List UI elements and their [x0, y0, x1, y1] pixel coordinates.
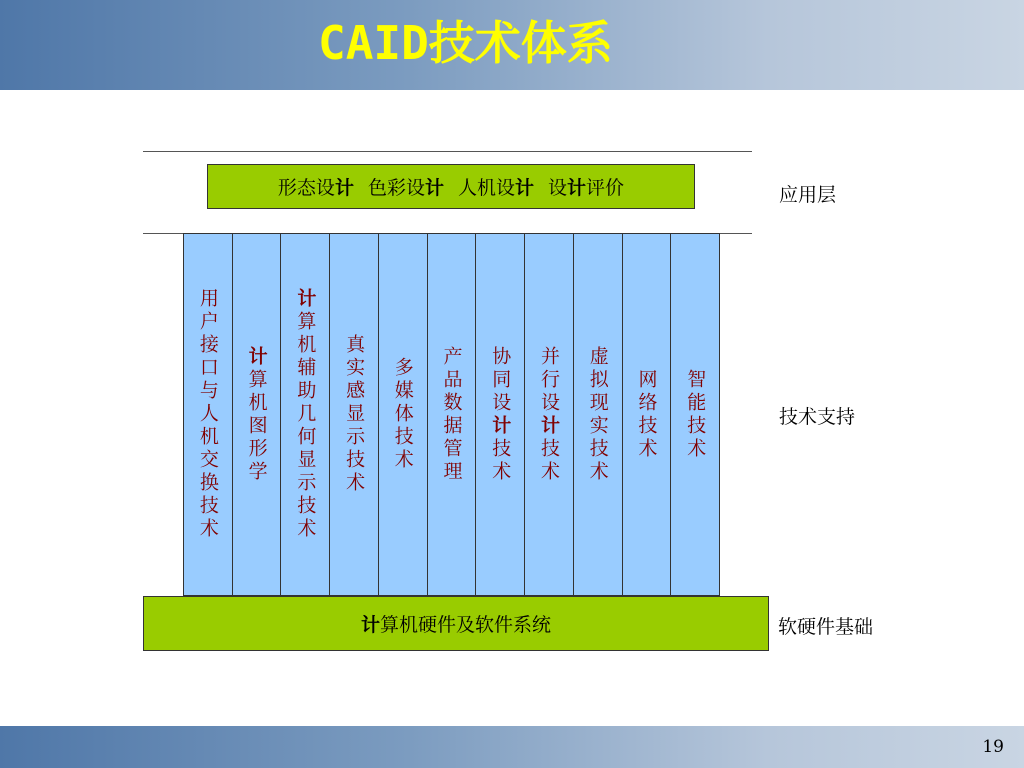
technology-column	[183, 233, 233, 596]
text-segment: 技术	[489, 437, 512, 484]
text-segment: 协同设	[489, 345, 512, 415]
text-segment: 产品数据管理	[440, 345, 463, 484]
text-segment: 网络技术	[635, 368, 658, 461]
technology-column	[622, 233, 672, 596]
technology-support-label: 技术支持	[779, 406, 856, 428]
application-item	[548, 173, 624, 200]
text-segment: 评价	[586, 177, 625, 199]
bold-text-segment: 计	[424, 177, 444, 199]
text-segment: 形态设	[277, 177, 335, 199]
bold-text-segment: 计	[334, 177, 354, 199]
technology-column	[670, 233, 720, 596]
page-number: 19	[982, 737, 1004, 757]
text-segment: 智能技术	[684, 368, 707, 461]
technology-column	[280, 233, 330, 596]
bold-text-segment: 计	[245, 345, 268, 369]
technology-column-label	[538, 346, 560, 484]
application-layer-box	[207, 164, 695, 209]
application-layer-label: 应用层	[779, 184, 837, 206]
technology-column-label	[392, 357, 414, 472]
technology-column	[232, 233, 282, 596]
foundation-box-label	[361, 610, 551, 637]
technology-column-label	[489, 346, 511, 484]
text-segment: 算机硬件及软件系统	[380, 614, 552, 636]
bold-text-segment: 计	[294, 288, 317, 311]
top-divider-line	[143, 151, 752, 152]
technology-column-label	[294, 288, 316, 541]
bold-text-segment: 计	[515, 177, 535, 199]
application-item	[458, 173, 534, 200]
technology-column-label	[246, 346, 268, 484]
text-segment: 并行设	[538, 345, 560, 415]
text-segment: 人机设	[457, 177, 515, 199]
foundation-layer-box	[143, 596, 769, 651]
technology-column	[475, 233, 525, 596]
technology-column-label	[197, 288, 219, 541]
bold-text-segment: 计	[567, 177, 587, 199]
text-segment: 用户接口与人机交换技术	[196, 288, 219, 541]
technology-column-label	[587, 346, 609, 484]
text-segment: 设	[548, 177, 568, 199]
bold-text-segment: 计	[538, 414, 560, 438]
technology-column-label	[343, 334, 365, 495]
text-segment: 虚拟现实技术	[586, 345, 609, 484]
technology-column-label	[441, 346, 463, 484]
bold-text-segment: 计	[360, 614, 380, 636]
footer-band	[0, 726, 1024, 768]
text-segment: 多媒体技术	[391, 357, 414, 472]
text-segment: 算机图形学	[245, 368, 268, 484]
text-segment: 算机辅助几何显示技术	[294, 311, 317, 541]
slide-title: CAID技术体系	[318, 16, 613, 70]
technology-column	[329, 233, 379, 596]
bold-text-segment: 计	[489, 414, 512, 438]
technology-column-label	[635, 369, 657, 461]
text-segment: 真实感显示技术	[343, 334, 366, 495]
technology-column	[573, 233, 623, 596]
technology-column-label	[684, 369, 706, 461]
text-segment: 色彩设	[367, 177, 425, 199]
foundation-layer-label: 软硬件基础	[778, 616, 874, 638]
application-item	[278, 173, 354, 200]
technology-column	[378, 233, 428, 596]
technology-column	[427, 233, 477, 596]
technology-support-columns	[183, 233, 720, 596]
technology-column	[524, 233, 574, 596]
application-item	[368, 173, 444, 200]
text-segment: 技术	[538, 437, 560, 484]
